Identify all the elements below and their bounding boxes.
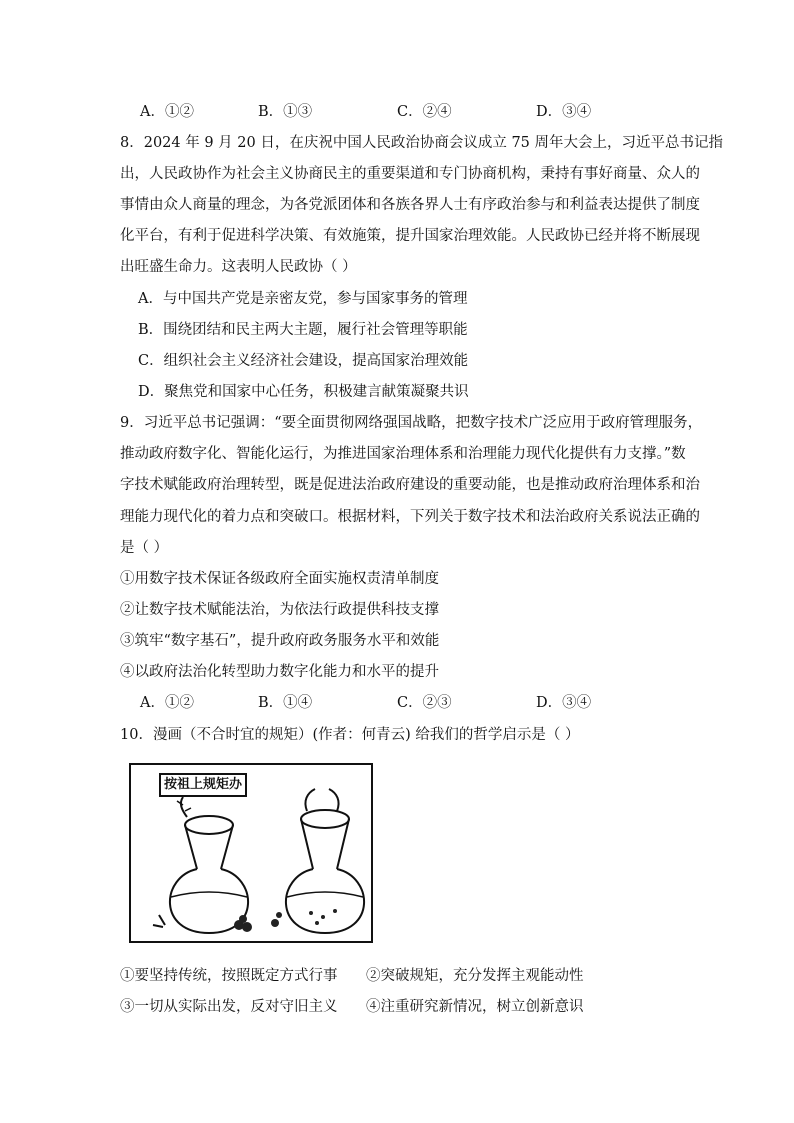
q7-option-c: C．②④ [397,104,452,120]
q9-option-d: D．③④ [536,695,592,711]
cartoon-figure [129,763,373,943]
q10-statement-4: ④注重研究新情况，树立创新意识 [366,999,584,1015]
q10-statement-2: ②突破规矩，充分发挥主观能动性 [366,968,584,984]
q9-statement-2: ②让数字技术赋能法治，为依法行政提供科技支撑 [120,602,439,618]
q9-option-b: B．①④ [258,695,313,711]
q7-option-a: A．①② [140,104,194,120]
q8-stem-line-5: 出旺盛生命力。这表明人民政协（ ） [120,259,357,275]
q10-stem: 10．漫画（不合时宜的规矩）(作者：何青云) 给我们的哲学启示是（ ） [120,727,580,743]
q9-stem-line-1: 9．习近平总书记强调：“要全面贯彻网络强国战略，把数字技术广泛应用于政府管理服务， [120,415,703,431]
q9-statement-1: ①用数字技术保证各级政府全面实施权责清单制度 [120,571,439,587]
q8-option-a: A．与中国共产党是亲密友党，参与国家事务的管理 [138,291,468,307]
q8-option-d: D．聚焦党和国家中心任务，积极建言献策凝聚共识 [138,384,469,400]
q8-stem-line-4: 化平台，有利于促进科学决策、有效施策，提升国家治理效能。人民政协已经并将不断展现 [120,228,700,244]
q7-options [140,102,660,122]
q9-options [140,693,660,713]
q9-stem-line-4: 理能力现代化的着力点和突破口。根据材料，下列关于数字技术和法治政府关系说法正确的 [120,509,700,525]
q9-statement-4: ④以政府法治化转型助力数字化能力和水平的提升 [120,664,439,680]
q9-stem-line-5: 是（ ） [120,540,169,556]
q8-option-c: C．组织社会主义经济社会建设，提高国家治理效能 [138,353,469,369]
q9-statement-3: ③筑牢“数字基石”，提升政府政务服务水平和效能 [120,633,440,649]
q8-stem-line-2: 出，人民政协作为社会主义协商民主的重要渠道和专门协商机构，秉持有事好商量、众人的 [120,166,700,182]
q8-option-b: B．围绕团结和民主两大主题，履行社会管理等职能 [138,322,468,338]
cartoon-speech-bubble: 按祖上规矩办 [159,773,247,797]
q9-stem-line-2: 推动政府数字化、智能化运行，为推进国家治理体系和治理能力现代化提供有力支撑。”数 [120,446,686,462]
q10-statements-row-2 [120,997,680,1017]
q7-option-d: D．③④ [536,104,592,120]
q7-option-b: B．①③ [258,104,313,120]
q10-statement-3: ③一切从实际出发，反对守旧主义 [120,999,338,1015]
q9-option-a: A．①② [140,695,194,711]
q10-statements-row-1 [120,966,680,986]
q8-stem-line-1: 8．2024 年 9 月 20 日，在庆祝中国人民政治协商会议成立 75 周年大会上，习近平总书记指 [120,135,724,151]
q9-stem-line-3: 字技术赋能政府治理转型，既是促进法治政府建设的重要动能，也是推动政府治理体系和治 [120,477,700,493]
q8-stem-line-3: 事情由众人商量的理念，为各党派团体和各族各界人士有序政治参与和利益表达提供了制度 [120,197,700,213]
q9-option-c: C．②③ [397,695,452,711]
q10-statement-1: ①要坚持传统，按照既定方式行事 [120,968,338,984]
